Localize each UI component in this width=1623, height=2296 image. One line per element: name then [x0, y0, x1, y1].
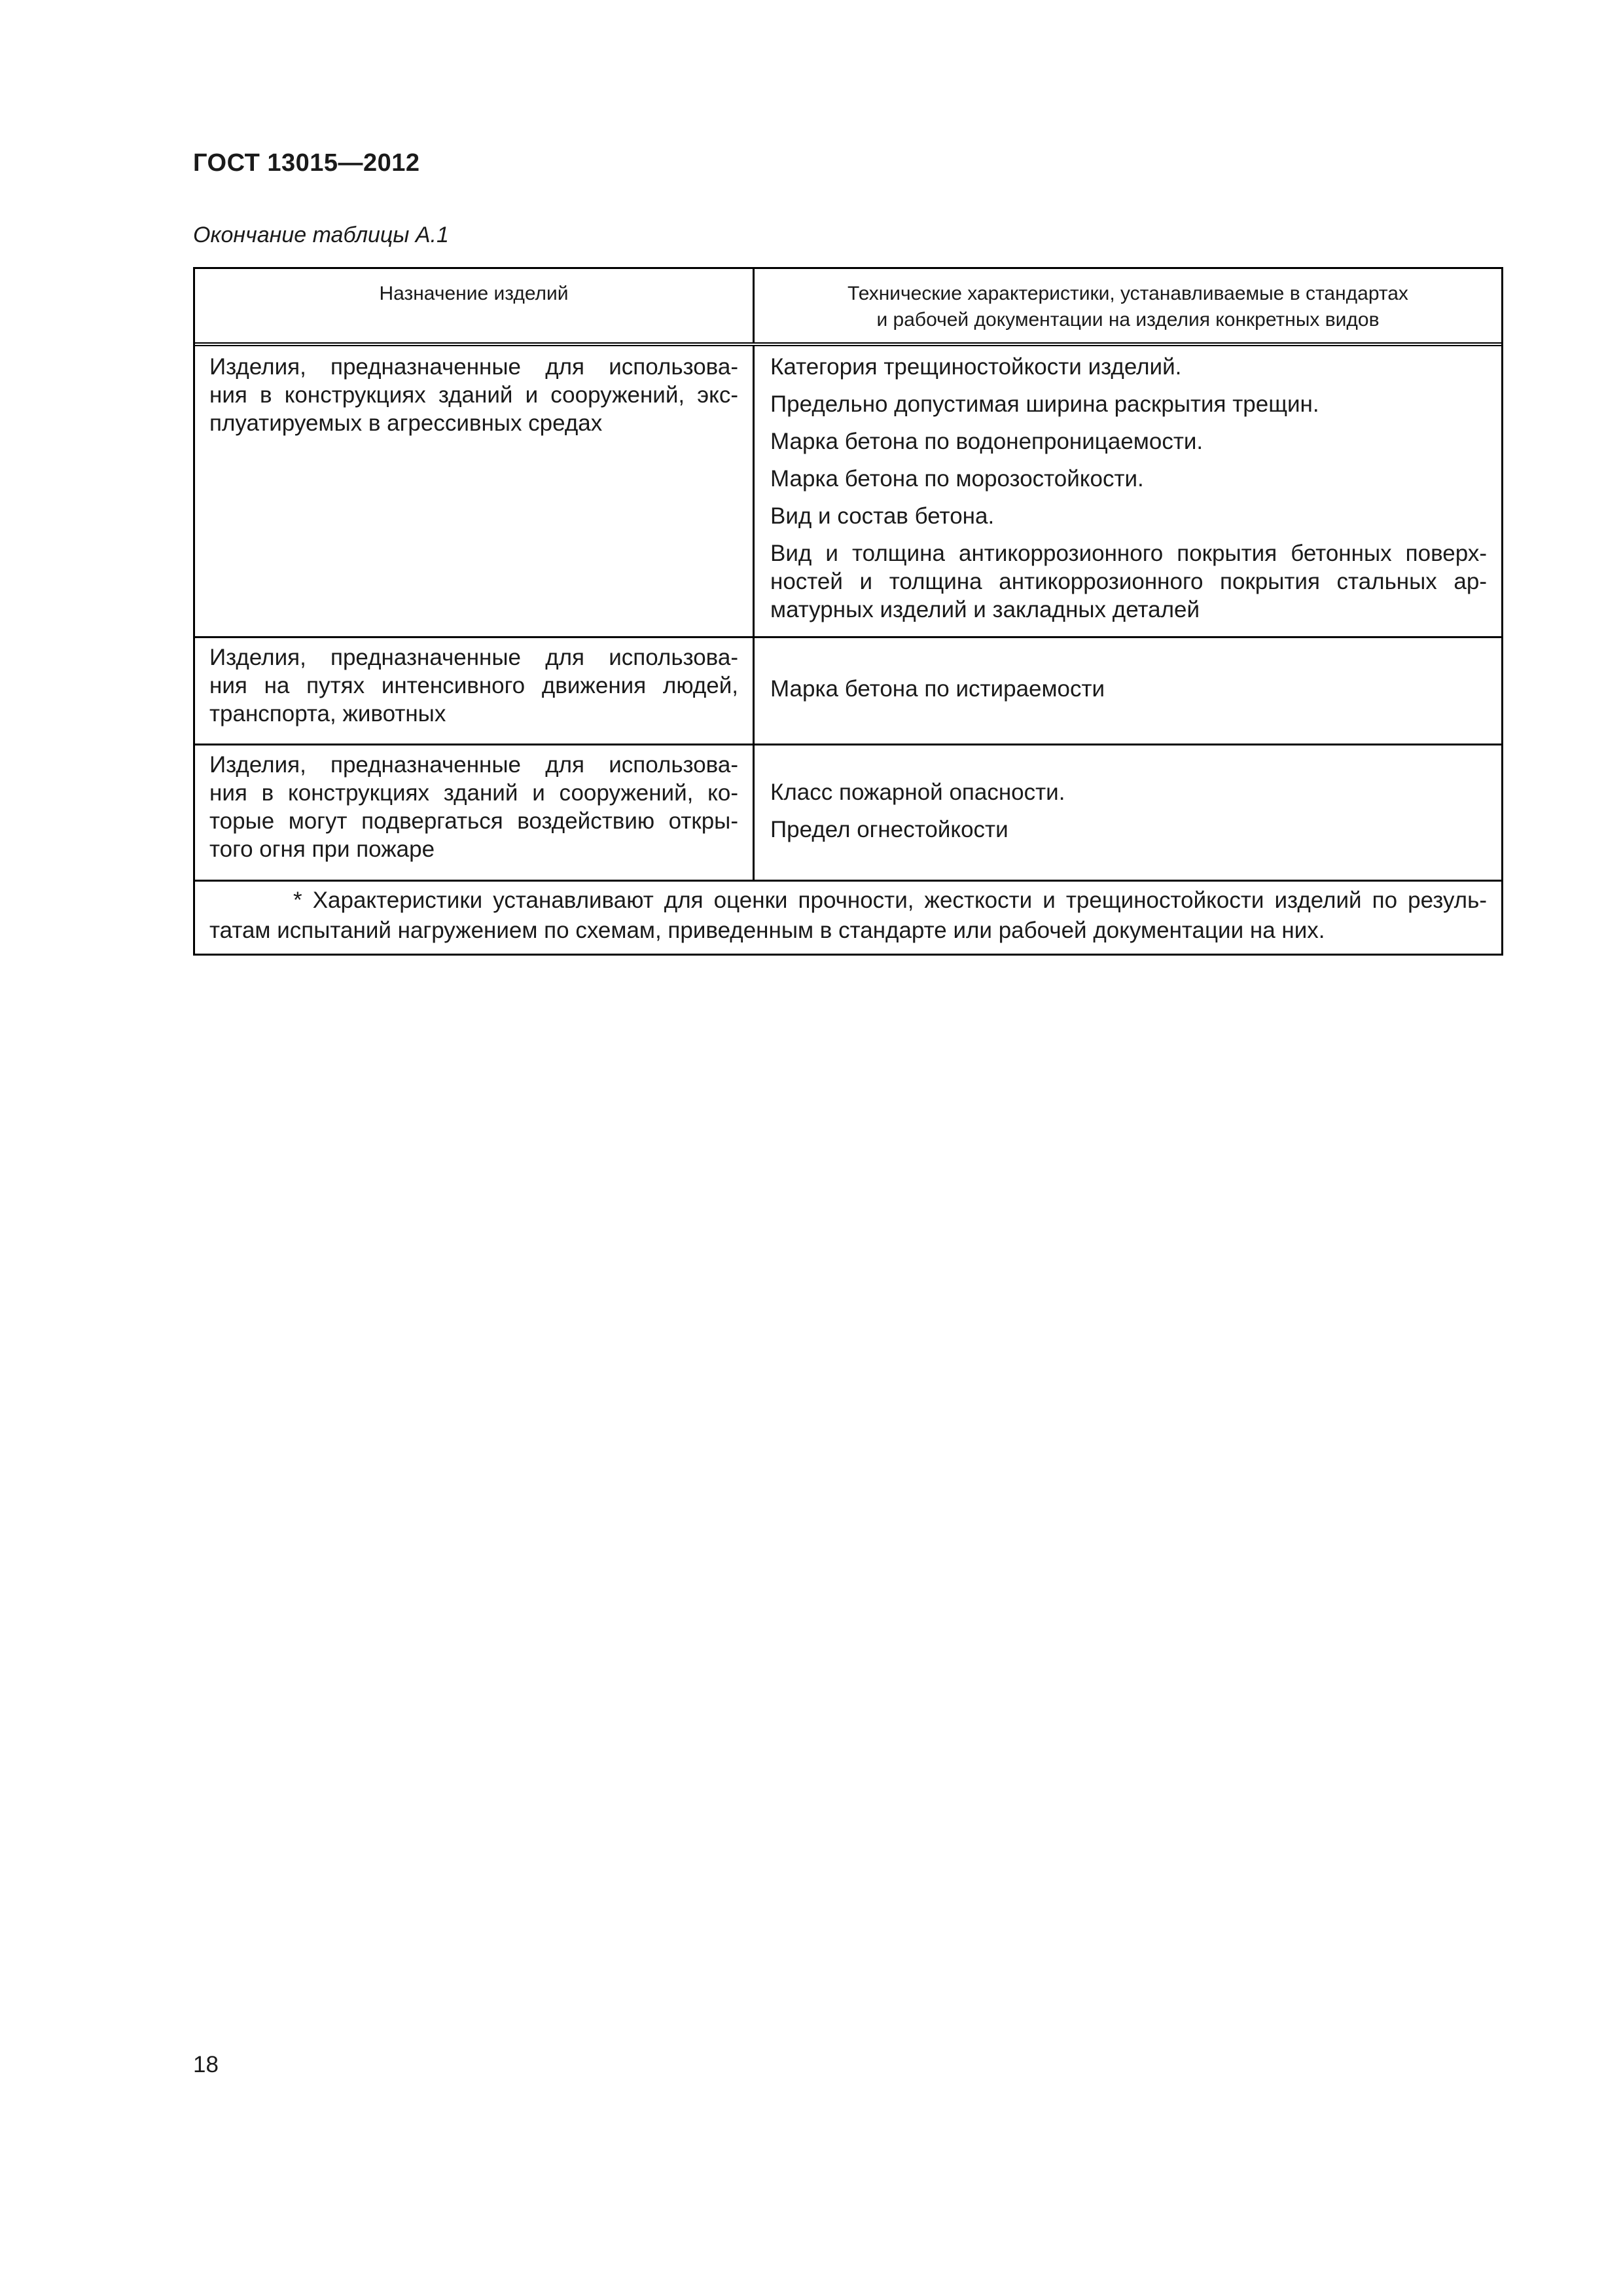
characteristic-item [770, 390, 1487, 418]
cell-line: Марка бетона по водонепроницаемости. [770, 429, 1204, 454]
cell-line: Вид и состав бетона. [770, 503, 995, 529]
characteristics-cell [755, 638, 1501, 744]
cell-line: Предельно допустимая ширина раскрытия трещин. [770, 391, 1319, 417]
table-header-row [195, 269, 1501, 346]
purpose-cell [195, 745, 755, 880]
table-row [195, 346, 1501, 638]
characteristic-item [770, 539, 1487, 624]
cell-line: матурных изделий и закладных деталей [770, 597, 1200, 622]
page-number: 18 [193, 2052, 219, 2077]
column-header-line: и рабочей документации на изделия конкретных видов [876, 309, 1380, 331]
footnote-line: татам испытаний нагружением по схемам, приведенным в стандарте или рабочей документации на них. [209, 918, 1325, 943]
footnote-line: * Характеристики устанавливают для оценки прочности, жесткости и трещиностойкости изделий по резуль- [293, 888, 1487, 913]
column-header-purpose: Назначение изделий [195, 269, 755, 342]
document-header: ГОСТ 13015—2012 [193, 149, 420, 177]
cell-line: Изделия, предназначенные для использова- [209, 752, 738, 778]
cell-line: ния в конструкциях зданий и сооружений, экс- [209, 382, 738, 408]
purpose-cell [195, 638, 755, 744]
cell-line: Изделия, предназначенные для использова- [209, 645, 738, 670]
characteristics-cell [755, 346, 1501, 636]
cell-line: Предел огнестойкости [770, 816, 1008, 842]
cell-line: Изделия, предназначенные для использова- [209, 354, 738, 380]
characteristics-cell [755, 745, 1501, 880]
cell-line: торые могут подвергаться воздействию откры- [209, 808, 738, 834]
characteristic-item [770, 778, 1487, 806]
column-header-characteristics [755, 269, 1501, 342]
characteristic-item [770, 427, 1487, 456]
table-row [195, 638, 1501, 745]
cell-line: плуатируемых в агрессивных средах [209, 410, 603, 436]
cell-line: Марка бетона по морозостойкости. [770, 466, 1144, 492]
cell-line: Класс пожарной опасности. [770, 779, 1065, 805]
cell-line: ния на путях интенсивного движения людей, [209, 673, 738, 698]
cell-line: того огня при пожаре [209, 836, 435, 862]
characteristic-item [770, 502, 1487, 530]
characteristic-item [770, 675, 1487, 703]
cell-line: ностей и толщина антикоррозионного покрытия стальных ар- [770, 569, 1487, 594]
cell-line: Вид и толщина антикоррозионного покрытия бетонных поверх- [770, 541, 1487, 566]
table-caption: Окончание таблицы А.1 [193, 223, 449, 247]
column-header-line: Технические характеристики, устанавливаемые в стандартах [847, 283, 1408, 304]
characteristic-item [770, 353, 1487, 381]
cell-line: транспорта, животных [209, 701, 446, 726]
characteristic-item [770, 465, 1487, 493]
cell-line: Марка бетона по истираемости [770, 676, 1105, 702]
table-footnote [195, 882, 1501, 954]
table-row [195, 745, 1501, 882]
characteristics-table [193, 267, 1503, 956]
cell-line: Категория трещиностойкости изделий. [770, 354, 1182, 380]
characteristic-item [770, 816, 1487, 844]
cell-line: ния в конструкциях зданий и сооружений, ко- [209, 780, 738, 806]
purpose-cell [195, 346, 755, 636]
